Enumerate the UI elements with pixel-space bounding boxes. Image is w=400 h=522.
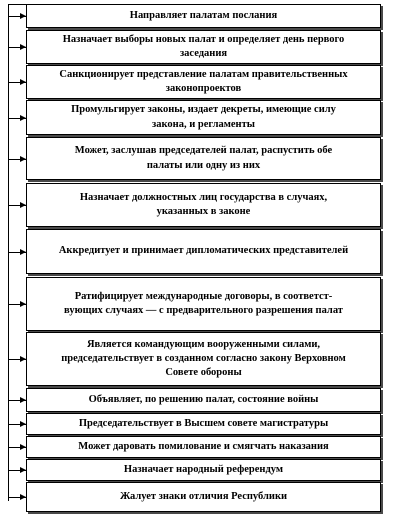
power-box bbox=[26, 137, 381, 180]
power-text bbox=[120, 490, 287, 504]
power-box bbox=[26, 459, 381, 481]
connector-arrow bbox=[8, 118, 26, 119]
power-text bbox=[75, 144, 332, 172]
power-text-line: Председательствует в Высшем совете магистратуры bbox=[78, 417, 329, 429]
power-box bbox=[26, 100, 381, 135]
power-text bbox=[80, 191, 327, 219]
connector-arrow bbox=[8, 497, 26, 498]
connector-arrow bbox=[8, 82, 26, 83]
power-text-line: Санкционирует представление палатам правительственных bbox=[59, 68, 348, 80]
power-text bbox=[79, 417, 328, 431]
connector-arrow bbox=[8, 47, 26, 48]
power-box bbox=[26, 413, 381, 435]
power-text bbox=[89, 393, 319, 407]
power-text-line: Назначает народный референдум bbox=[123, 463, 284, 475]
power-text-line: указанных в законе bbox=[156, 206, 251, 217]
power-text-line: палаты или одну из них bbox=[146, 159, 261, 171]
power-text bbox=[61, 338, 346, 381]
power-text-line: Назначает выборы новых палат и определяет день первого bbox=[62, 33, 345, 45]
power-text bbox=[78, 440, 328, 454]
connector-top-tick bbox=[8, 4, 26, 5]
connector-arrow bbox=[8, 470, 26, 471]
power-text-line: Ратифицирует международные договоры, в соответст- bbox=[74, 290, 333, 302]
connector-arrow bbox=[8, 16, 26, 17]
connector-arrow bbox=[8, 424, 26, 425]
power-box bbox=[26, 65, 381, 99]
power-text bbox=[64, 290, 343, 318]
power-text-line: Назначает должностных лиц государства в случаях, bbox=[79, 191, 328, 203]
power-text-line: Промульгирует законы, издает декреты, имеющие силу bbox=[71, 104, 336, 116]
power-text bbox=[63, 33, 345, 61]
power-text-line: Объявляет, по решению палат, состояние войны bbox=[88, 393, 319, 405]
power-text-line: председательствует в созданном согласно закону Верховном bbox=[61, 352, 346, 364]
power-text-line: Совете обороны bbox=[165, 367, 242, 379]
power-text bbox=[71, 103, 336, 131]
connector-arrow bbox=[8, 252, 26, 253]
power-box bbox=[26, 436, 381, 458]
connector-arrow bbox=[8, 159, 26, 160]
power-text-line: Аккредитует и принимает дипломатических представителей bbox=[58, 245, 349, 257]
power-text-line: законопроектов bbox=[165, 83, 242, 94]
power-box bbox=[26, 4, 381, 28]
power-box bbox=[26, 30, 381, 64]
power-text-line: Может, заслушав председателей палат, распустить обе bbox=[74, 145, 333, 157]
power-text-line: вующих случаях — с предварительного разрешения палат bbox=[64, 305, 343, 316]
power-text-line: Жалует знаки отличия Республики bbox=[119, 490, 288, 502]
connector-arrow bbox=[8, 400, 26, 401]
power-box bbox=[26, 229, 381, 274]
connector-arrow bbox=[8, 304, 26, 305]
power-box bbox=[26, 183, 381, 227]
power-box bbox=[26, 332, 381, 386]
connector-arrow bbox=[8, 205, 26, 206]
power-text-line: Является командующим вооруженными силами, bbox=[86, 338, 321, 350]
connector-arrow bbox=[8, 359, 26, 360]
power-box bbox=[26, 388, 381, 412]
power-box bbox=[26, 277, 381, 331]
power-text-line: Направляет палатам послания bbox=[129, 9, 278, 21]
power-text-line: Может даровать помилование и смягчать наказания bbox=[78, 440, 329, 452]
power-box bbox=[26, 482, 381, 512]
power-text bbox=[59, 244, 348, 258]
power-text-line: заседания bbox=[179, 48, 228, 59]
power-text-line: закона, и регламенты bbox=[152, 118, 255, 130]
power-text bbox=[59, 68, 347, 96]
power-text bbox=[124, 463, 283, 477]
power-text bbox=[130, 9, 277, 23]
connector-arrow bbox=[8, 447, 26, 448]
